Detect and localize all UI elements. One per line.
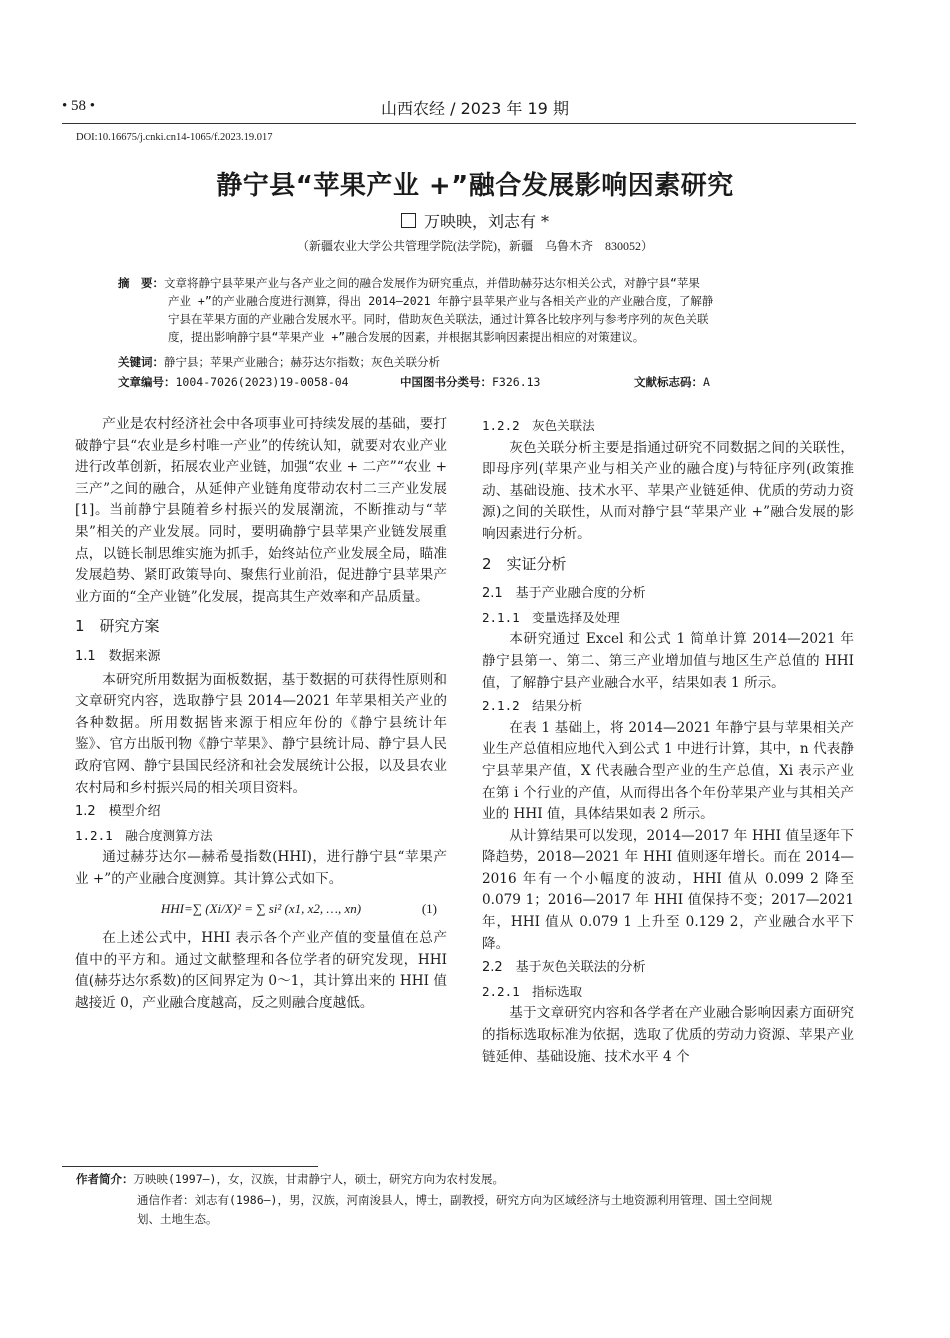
body-paragraph: 通过赫芬达尔—赫希曼指数(HHI)，进行静宁县“苹果产业 +”的产业融合度测算。其计算公式如下。 <box>75 849 447 887</box>
subsubsection-heading: 1.2.2 灰色关联法 <box>482 418 595 433</box>
footnote-author <box>76 1170 504 1189</box>
equation <box>75 898 447 920</box>
page-number: • 58 • <box>62 98 96 114</box>
footnote-author1: 万映映(1997—)，女，汉族，甘肃静宁人，硕士，研究方向为农村发展。 <box>133 1172 504 1186</box>
author-box-icon <box>401 213 416 228</box>
left-column <box>75 414 447 1014</box>
abstract-line: 产业 +”的产业融合度进行测算，得出 2014—2021 年静宁县苹果产业与各相关产业的产业融合度，了解静 <box>168 294 714 308</box>
equation-body: HHI=∑ (Xi/X)² = ∑ si² (x1, x2, …, xn) <box>160 901 362 917</box>
subsection-heading: 1.2 模型介绍 <box>75 804 161 820</box>
section-heading: 2 实证分析 <box>482 554 567 573</box>
abstract-line: 度，提出影响静宁县“苹果产业 +”融合发展的因素，并根据其影响因素提出相应的对策建议。 <box>168 330 645 344</box>
clc-label: 中国图书分类号： <box>400 375 492 389</box>
article-number <box>118 374 349 390</box>
body-paragraph: 本研究所用数据为面板数据，基于数据的可获得性原则和文章研究内容，选取静宁县 2014—2021 年苹果相关产业的各种数据。所用数据皆来源于相应年份的《静宁县统计年鉴》、官方出版刊物《静宁苹果》、静宁县统计局、静宁县人民政府官网、静宁县国民经济和社会发展统计公报，以及县农业农村局和乡村振兴局的相关项目资料。 <box>75 671 447 796</box>
affiliation: （新疆农业大学公共管理学院(法学院)，新疆 乌鲁木齐 830052） <box>297 239 653 253</box>
footnote-label: 作者简介： <box>76 1172 134 1186</box>
abstract-line: 宁县在苹果方面的产业融合发展水平。同时，借助灰色关联法，通过计算各比较序列与参考序列的灰色关联 <box>168 312 709 326</box>
header-rule <box>62 123 856 124</box>
subsubsection-heading: 1.2.1 融合度测算方法 <box>75 827 213 843</box>
footnote-rule <box>62 1166 318 1167</box>
article-title: 静宁县“苹果产业 +”融合发展影响因素研究 <box>216 171 734 201</box>
abstract-line: 文章将静宁县苹果产业与各产业之间的融合发展作为研究重点，并借助赫芬达尔相关公式，对静宁县“苹果 <box>164 276 700 290</box>
body-paragraph: 从计算结果可以发现，2014—2017 年 HHI 值呈逐年下降趋势，2018—2021 年 HHI 值则逐年增长。而在 2014—2016 年有一个小幅度的波动，HHI 值从 0.099 2 降至 0.079 1；2016—2017 年 HHI 值保持不变；2017—2021 年，HHI 值从 0.079 1 上升至 0.129 2，产业融合水平下降。 <box>482 827 854 952</box>
authors <box>0 209 950 232</box>
right-column <box>482 414 854 1068</box>
subsubsection-heading: 2.1.1 变量选择及处理 <box>482 609 620 625</box>
section-heading: 1 研究方案 <box>75 617 160 636</box>
subsection-heading: 2.2 基于灰色关联法的分析 <box>482 960 646 976</box>
subsubsection-heading: 2.2.1 指标选取 <box>482 983 583 999</box>
keywords-text: 静宁县；苹果产业融合；赫芬达尔指数；灰色关联分析 <box>164 355 440 369</box>
subsection-heading: 1.1 数据来源 <box>75 648 161 664</box>
journal-header: 山西农经 / 2023 年 19 期 <box>381 99 569 118</box>
intro-paragraph: 产业是农村经济社会中各项事业可持续发展的基础，要打破静宁县“农业是乡村唯一产业”的传统认知，就要对农业产业进行改革创新，拓展农业产业链，加强“农业 + 二产”“农业 + 三产”之间的融合，从延伸产业链角度带动农村二三产业发展[1]。当前静宁县随着乡村振兴的发展潮流，不断推动与“苹果”相关的产业发展。同时，要明确静宁县苹果产业链发展重点，以链长制思维实施为抓手，始终站位产业发展全局，瞄准发展趋势、紧盯政策导向、聚焦行业前沿，促进静宁县苹果产业方面的“全产业链”化发展，提高其生产效率和产品质量。 <box>75 416 447 605</box>
author-names: 万映映，刘志有 * <box>423 212 550 231</box>
footnote-corresponding-cont: 划、土地生态。 <box>137 1212 218 1226</box>
body-paragraph: 在表 1 基础上，将 2014—2021 年静宁县与苹果相关产业生产总值相应地代入到公式 1 中进行计算，其中，n 代表静宁县苹果产值，X 代表融合型产业的生产总值，Xi 表示产业在第 i 个行业的产值，从而得出各个年份苹果产业与其相关产业的 HHI 值，具体结果如表 2 所示。 <box>482 719 854 823</box>
keywords <box>118 354 440 370</box>
clc-value: F326.13 <box>492 375 541 389</box>
clc-number <box>400 374 540 390</box>
subsubsection-heading: 2.1.2 结果分析 <box>482 698 583 714</box>
abstract-label: 摘 要： <box>118 276 164 290</box>
article-number-value: 1004-7026(2023)19-0058-04 <box>175 375 349 389</box>
body-paragraph: 基于文章研究内容和各学者在产业融合影响因素方面研究的指标选取标准为依据，选取了优质的劳动力资源、苹果产业链延伸、基础设施、技术水平 4 个 <box>482 1005 854 1065</box>
subsection-heading: 2.1 基于产业融合度的分析 <box>482 586 646 602</box>
doi: DOI:10.16675/j.cnki.cn14-1065/f.2023.19.017 <box>76 132 273 143</box>
body-paragraph: 本研究通过 Excel 和公式 1 简单计算 2014—2021 年静宁县第一、第二、第三产业增加值与地区生产总值的 HHI 值，了解静宁县产业融合水平，结果如表 1 所示。 <box>482 631 854 691</box>
article-number-label: 文章编号： <box>118 375 176 389</box>
footnote-corresponding: 通信作者：刘志有(1986—)，男，汉族，河南浚县人，博士，副教授，研究方向为区域经济与土地资源利用管理、国土空间规 <box>137 1193 772 1207</box>
document-code-value: A <box>703 375 710 389</box>
body-paragraph: 灰色关联分析主要是指通过研究不同数据之间的关联性，即母序列(苹果产业与相关产业的融合度)与特征序列(政策推动、基础设施、技术水平、苹果产业链延伸、优质的劳动力资源)之间的关联性，从而对静宁县“苹果产业 +”融合发展的影响因素进行分析。 <box>482 439 854 542</box>
equation-number: (1) <box>421 901 437 917</box>
abstract <box>118 274 818 346</box>
keywords-label: 关键词： <box>118 355 164 369</box>
document-code-label: 文献标志码： <box>634 375 703 389</box>
body-paragraph: 在上述公式中，HHI 表示各个产业产值的变量值在总产值中的平方和。通过文献整理和各位学者的研究发现，HHI 值(赫芬达尔系数)的区间界定为 0～1，其计算出来的 HHI 值越接近 0，产业融合度越高，反之则融合度越低。 <box>75 930 447 1011</box>
document-code <box>634 374 710 390</box>
